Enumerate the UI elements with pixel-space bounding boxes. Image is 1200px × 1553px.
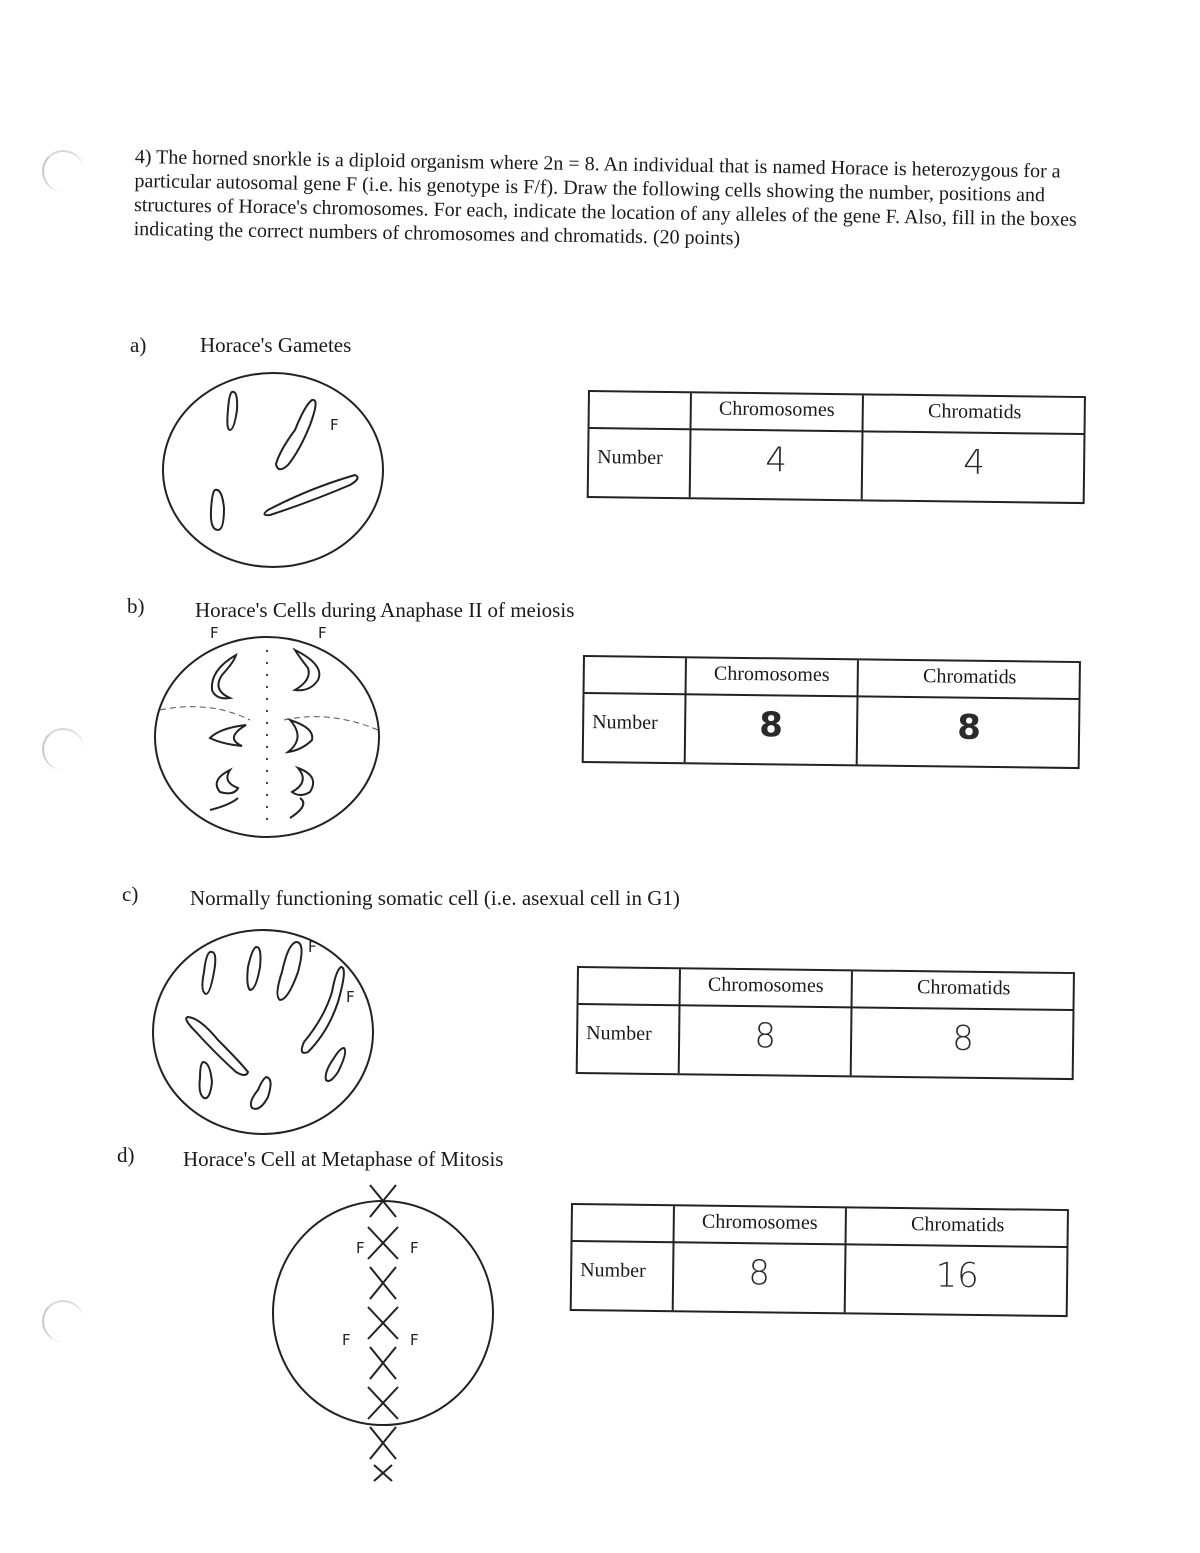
chromatids-header: Chromatids — [922, 665, 1017, 689]
question-text: 4) The horned snorkle is a diploid organism where 2n = 8. An individual that is named Horace is heterozygous for a particular autosomal gene F (i.e. his genotype is F/f). Draw the following cells showing the number, positions and structures of Horace's chromosomes. For each, indicate the location of any alleles of the gene F. Also, fill in the boxes indicating the correct numbers of chromosomes and chromatids. (20 points) — [133, 145, 1077, 250]
chromosomes-header: Chromosomes — [707, 973, 824, 998]
count-table-c — [576, 966, 1075, 1080]
chromosome-count: 8 — [759, 705, 784, 746]
part-b-title: Horace's Cells during Anaphase II of meiosis — [195, 598, 575, 622]
anaphase-ii-cell-drawing — [150, 620, 390, 845]
chromosomes-header: Chromosomes — [718, 397, 835, 422]
allele-label: F — [210, 624, 219, 642]
chromatid-count: 16 — [935, 1255, 980, 1296]
allele-label: F — [342, 1331, 351, 1349]
part-d-letter: d) — [117, 1143, 135, 1167]
chromosome-count: 8 — [748, 1253, 771, 1294]
number-row-label: Number — [592, 711, 658, 734]
punch-hole-mark — [42, 1300, 84, 1342]
punch-hole-mark — [42, 150, 84, 192]
allele-label: F — [410, 1239, 419, 1257]
chromatid-count: 4 — [963, 442, 986, 483]
chromosomes-header: Chromosomes — [713, 662, 830, 687]
allele-label: F — [410, 1331, 419, 1349]
count-table-b — [582, 655, 1081, 769]
chromosome-count: 4 — [765, 440, 788, 481]
allele-label: F — [356, 1239, 365, 1257]
gamete-cell-drawing — [160, 370, 390, 575]
somatic-cell-drawing — [148, 922, 383, 1152]
allele-label: F — [308, 938, 317, 956]
allele-label: F — [318, 624, 327, 642]
chromosome-count: 8 — [754, 1016, 777, 1057]
chromosomes-header: Chromosomes — [701, 1210, 818, 1235]
punch-hole-mark — [42, 728, 84, 770]
metaphase-mitosis-cell-drawing — [270, 1175, 500, 1495]
number-row-label: Number — [580, 1259, 646, 1282]
part-c-title: Normally functioning somatic cell (i.e. asexual cell in G1) — [190, 886, 680, 910]
chromatid-count: 8 — [952, 1018, 975, 1059]
allele-label: F — [346, 988, 355, 1006]
count-table-d — [570, 1203, 1069, 1317]
allele-label: F — [330, 416, 339, 434]
number-row-label: Number — [586, 1022, 652, 1045]
part-c-letter: c) — [122, 882, 139, 906]
chromatids-header: Chromatids — [910, 1213, 1005, 1237]
chromatid-count: 8 — [957, 707, 982, 748]
count-table-a — [587, 390, 1086, 504]
part-a-title: Horace's Gametes — [200, 333, 352, 357]
number-row-label: Number — [597, 446, 663, 469]
part-d-title: Horace's Cell at Metaphase of Mitosis — [183, 1147, 504, 1171]
chromatids-header: Chromatids — [916, 976, 1011, 1000]
part-a-letter: a) — [130, 333, 147, 357]
chromatids-header: Chromatids — [927, 400, 1022, 424]
part-b-letter: b) — [127, 594, 145, 618]
